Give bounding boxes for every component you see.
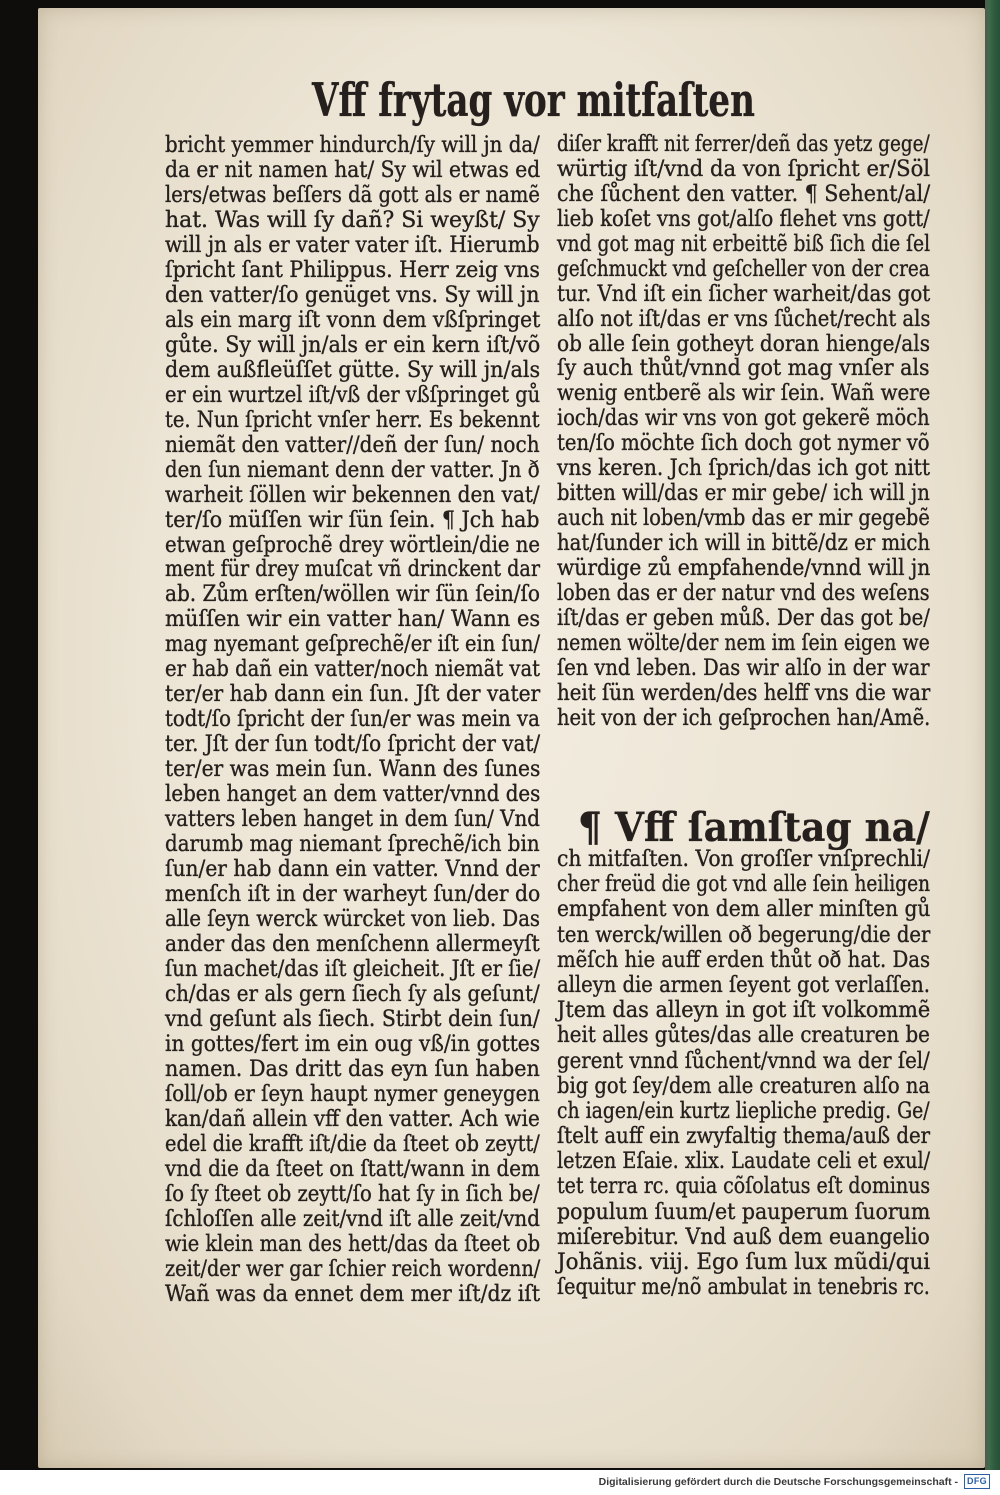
text-line: ſchloſſen alle zeit/vnd iſt alle zeit/vnd <box>165 1206 540 1232</box>
text-line: will jn als er vater vater iſt. Hierumb <box>165 232 540 258</box>
text-line: ter/er was mein ſun. Wann des ſunes <box>165 757 541 783</box>
text-line: zeit/der wer gar ſchier reich wordenn/ <box>165 1256 541 1282</box>
text-line: ab. Zům erſten/wöllen wir ſün ſein/ſo <box>165 582 540 608</box>
text-line: heit alles gůtes/das alle creaturen be <box>557 1023 930 1049</box>
text-line: er hab dañ ein vatter/noch niemãt vat <box>165 657 540 683</box>
right-column-top <box>557 133 930 732</box>
text-line: leben hanget an dem vatter/vnnd des <box>165 782 541 808</box>
text-line: würdige zů empfahende/vnnd will jn <box>557 555 931 581</box>
text-line: mag nyemant geſprechẽ/er iſt ein ſun/ <box>165 632 541 658</box>
text-line: als ein marg iſt vonn dem vßſpringet <box>165 307 541 333</box>
text-line: todt/ſo ſpricht der ſun/er was mein va <box>165 707 540 733</box>
text-line: ter. Jſt der ſun todt/ſo ſpricht der vat/ <box>165 732 541 758</box>
text-line: geſchmuckt vnd geſcheller von der crea <box>557 256 930 282</box>
text-line: miſerebitur. Vnd auß dem euangelio <box>557 1224 930 1250</box>
text-line: niemãt den vatter//deñ der ſun/ noch <box>165 432 540 458</box>
text-line: lers/etwas beſſers dã gott als er namẽ <box>165 182 540 208</box>
running-title-text: Vff frytag vor mitfaſten <box>312 73 755 127</box>
text-line: Wañ was da ennet dem mer iſt/dz iſt <box>165 1281 541 1307</box>
text-line: letzen Eſaie. xlix. Laudate celi et exul/ <box>557 1149 931 1175</box>
text-line: nemen wölte/der nem im ſein eigen we <box>557 630 930 656</box>
text-line: ander das den menſchenn allermeyſt <box>165 932 540 957</box>
text-line: ſy auch thůt/vnnd got mag vnſer als <box>557 356 930 382</box>
text-line: etwan geſprochẽ drey wörtlein/die ne <box>165 532 541 558</box>
text-line: ſpricht ſant Philippus. Herr zeig vns <box>165 257 540 283</box>
text-line: gůte. Sy will jn/als er ein kern iſt/võ <box>165 332 541 358</box>
text-line: heit ſün werden/des helff vns die war <box>557 680 931 706</box>
text-line: ſun machet/das iſt gleicheit. Jſt er ſie/ <box>165 956 541 982</box>
text-line: würtig iſt/vnd da von ſpricht er/Söl <box>557 156 931 182</box>
text-line: loben das er der natur vnd des weſens <box>557 580 930 606</box>
text-line: ſun/er hab dann ein vatter. Vnnd der <box>165 857 540 883</box>
text-line: heit von der ich geſprochen han/Amẽ. <box>557 705 931 731</box>
text-line: ch iagen/ein kurtz liepliche predig. Ge/ <box>557 1098 930 1124</box>
text-line: ch mitfaſten. Von groſſer vnſprechli/ <box>557 847 930 872</box>
text-line: ob alle ſein gotheyt doran hienge/als <box>557 331 930 357</box>
text-line: menſch iſt in der warheyt ſun/der do <box>165 882 541 908</box>
text-line: den ſun niemant denn der vatter. Jn ð <box>165 457 540 483</box>
text-line: diſer krafft nit ferrer/deñ das yetz gege/ <box>557 132 930 157</box>
text-line: tur. Vnd iſt ein ſicher warheit/das got <box>557 281 931 307</box>
text-line: ten werck/willen oð begerung/die der <box>557 922 931 948</box>
text-line: warheit ſöllen wir bekennen den vat/ <box>165 482 540 508</box>
text-line: ch/das er als gern ſiech ſy als geſunt/ <box>165 981 540 1007</box>
text-line: auch nit loben/vmb das er mir gegebẽ <box>557 506 930 532</box>
text-line: da er nit namen hat/ Sy wil etwas ed <box>165 157 541 183</box>
text-line: Jtem das alleyn in got iſt volkommẽ <box>557 998 931 1024</box>
text-line: gerent vnnd ſůchent/vnnd wa der ſel/ <box>557 1048 930 1074</box>
text-line: er ein wurtzel iſt/vß der vßſpringet gů <box>165 382 541 408</box>
text-line: hat/ſunder ich will in bittẽ/dz er mich <box>557 531 931 556</box>
text-line: mẽſch hie auff erden thůt oð hat. Das <box>557 947 931 973</box>
text-line: kan/dañ allein vff den vatter. Ach wie <box>165 1106 540 1132</box>
text-line: dem außfleüſſet gütte. Sy will jn/als <box>165 357 541 383</box>
text-line: ſo ſy ſteet ob zeytt/ſo hat ſy in ſich be/ <box>165 1181 540 1207</box>
text-line: hat. Was will ſy dañ? Si weyßt/ Sy <box>165 207 540 233</box>
text-line: ioch/das wir vns von got gekerẽ möch <box>557 406 930 432</box>
text-line: alle ſeyn werck würcket von lieb. Das <box>165 907 541 933</box>
text-line: in gottes/fert im ein oug vß/in gottes <box>165 1031 541 1057</box>
text-line: edel die krafft iſt/die da ſteet ob zeytt/ <box>165 1131 540 1157</box>
text-line: alſo not iſt/das er vns ſůchet/recht als <box>557 306 931 332</box>
text-line: Johãnis. viij. Ego ſum lux mũdi/qui <box>557 1250 931 1275</box>
text-line: iſt/das er geben můß. Der das got be/ <box>557 605 930 631</box>
text-line: ter/ſo müſſen wir ſün ſein. ¶ Jch hab <box>165 507 540 533</box>
text-line: vns keren. Jch ſprich/das ich got nitt <box>557 456 930 482</box>
text-line: bricht yemmer hindurch/ſy will jn da/ <box>165 133 540 158</box>
text-line: ſtelt auff ein zwyfaltig thema/auß der <box>557 1124 931 1150</box>
text-line: cher freüd die got vnd alle ſein heiligen <box>557 872 931 898</box>
text-line: tet terra rc. quia cõſolatus eſt dominus <box>557 1174 931 1200</box>
text-line: alleyn die armen ſeyent got verlaſſen. <box>557 972 930 998</box>
text-line: namen. Das dritt das eyn ſun haben <box>165 1056 540 1082</box>
text-line: big got ſey/dem alle creaturen alſo na <box>557 1073 931 1099</box>
text-line: bitten will/das er mir gebe/ ich will jn <box>557 481 930 507</box>
section-heading-text: ¶ Vff ſamſtag na/ <box>578 804 930 851</box>
running-title <box>312 70 755 130</box>
text-line: wenig entberẽ als wir ſein. Wañ were <box>557 381 931 407</box>
text-line: vnd die da ſteet on ſtatt/wann in dem <box>165 1156 540 1182</box>
text-line: lieb koſet vns got/alſo flehet vns gott/ <box>557 206 930 232</box>
text-line: müſſen wir ein vatter han/ Wann es <box>165 607 541 633</box>
text-line: den vatter/ſo genüget vns. Sy will jn <box>165 282 540 308</box>
text-line: vnd geſunt als ſiech. Stirbt dein ſun/ <box>165 1006 540 1032</box>
scanner-edge <box>985 0 1000 1470</box>
text-line: ſoll/ob er ſeyn haupt nymer geneygen <box>165 1081 540 1107</box>
text-line: te. Nun ſpricht vnſer herr. Es bekennt <box>165 407 540 433</box>
text-line: darumb mag niemant ſprechẽ/ich bin <box>165 832 540 858</box>
left-column <box>165 133 540 1307</box>
text-line: ter/er hab dann ein ſun. Jſt der vater <box>165 682 541 708</box>
text-line: che ſůchent den vatter. ¶ Sehent/al/ <box>557 181 931 207</box>
section-heading <box>578 804 930 852</box>
text-line: ſequitur me/nõ ambulat in tenebris rc. <box>557 1275 930 1301</box>
text-line: empfahent von dem aller minſten gů <box>557 897 931 923</box>
text-line: ten/ſo möchte ſich doch got nymer võ <box>557 431 930 457</box>
text-line: ment für drey muſcat vñ drinckent dar <box>165 557 540 583</box>
text-line: populum ſuum/et pauperum ſuorum <box>557 1199 931 1225</box>
footer-credit: Digitalisierung gefördert durch die Deutsche Forschungsgemeinschaft - <box>598 1476 958 1488</box>
text-line: vnd got mag nit erbeittẽ biß ſich die ſel <box>557 231 931 257</box>
footer <box>0 1470 1000 1495</box>
dfg-logo: DFG <box>964 1474 990 1489</box>
right-column-bottom <box>557 847 930 1300</box>
text-line: vatters leben hanget in dem ſun/ Vnd <box>165 807 540 833</box>
text-line: wie klein man des hett/das da ſteet ob <box>165 1231 541 1257</box>
text-line: ſen vnd leben. Das wir alſo in der war <box>557 655 930 681</box>
